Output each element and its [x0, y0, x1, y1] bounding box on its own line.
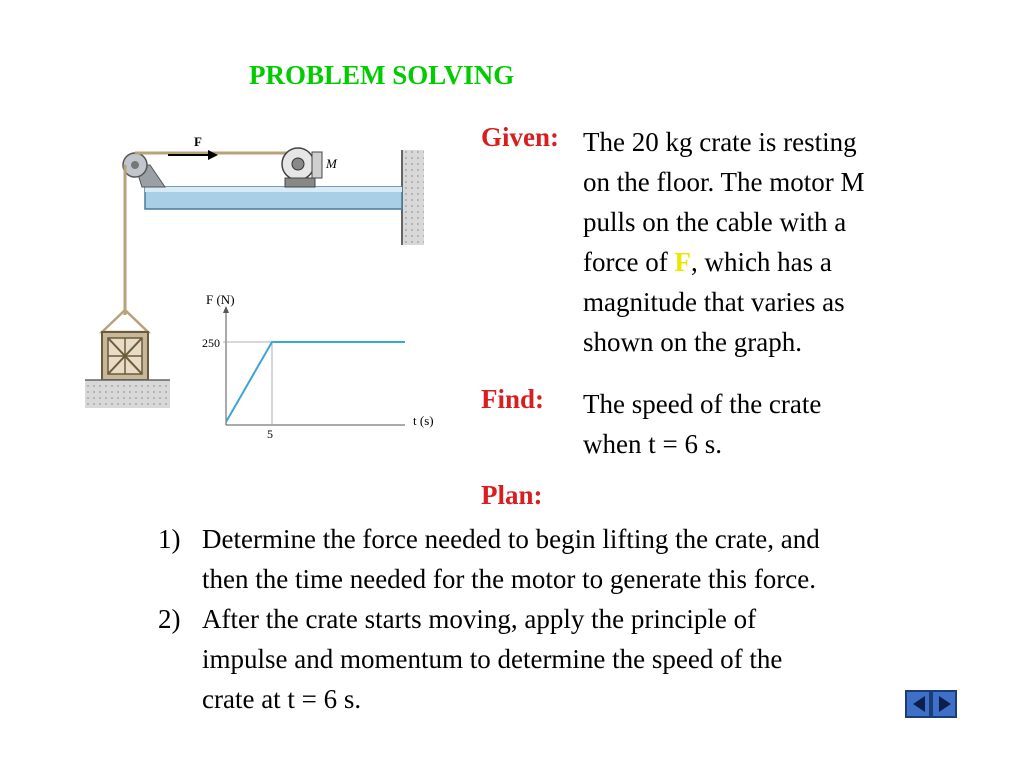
find-text [583, 384, 983, 464]
given-line-5: magnitude that varies as [583, 287, 845, 317]
floor [85, 380, 170, 408]
previous-slide-button[interactable] [905, 690, 931, 718]
plan-item-line: then the time needed for the motor to generate this force. [202, 564, 817, 594]
plan-label: Plan: [481, 480, 543, 510]
graph-y-tick: 250 [202, 336, 220, 350]
plan-item-number: 1) [158, 524, 181, 554]
triangle-right-icon [933, 692, 957, 716]
given-line-2: on the floor. The motor M [583, 167, 865, 197]
force-curve [226, 342, 405, 422]
triangle-left-icon [907, 692, 931, 716]
plan-item-line: After the crate starts moving, apply the principle of [202, 604, 757, 634]
given-line-4 [583, 242, 983, 282]
given-line-4-before: force of [583, 247, 675, 277]
slide-title: PROBLEM SOLVING [249, 60, 515, 90]
given-label: Given: [481, 122, 559, 152]
find-label: Find: [481, 384, 545, 414]
next-slide-button[interactable] [931, 690, 957, 718]
plan-list [158, 519, 978, 719]
motor [282, 148, 322, 187]
force-symbol: F [674, 247, 691, 277]
graph-y-label: F (N) [206, 292, 235, 307]
crate [102, 332, 148, 380]
given-line-3: pulls on the cable with a [583, 207, 847, 237]
plan-item [158, 519, 978, 599]
find-line-1: The speed of the crate [583, 389, 822, 419]
plan-item-line: crate at t = 6 s. [202, 684, 362, 714]
plan-item-number: 2) [158, 604, 181, 634]
plan-item-line: Determine the force needed to begin lifting the crate, and [202, 524, 820, 554]
force-time-graph [202, 292, 434, 441]
plan-item [158, 599, 978, 719]
wall [402, 150, 424, 245]
force-label: F [194, 134, 202, 149]
graph-x-label: t (s) [413, 413, 434, 428]
plan-item-line: impulse and momentum to determine the speed of the [202, 644, 783, 674]
motor-label: M [326, 156, 337, 171]
given-line-1: The 20 kg crate is resting [583, 127, 857, 157]
given-line-6: shown on the graph. [583, 327, 802, 357]
graph-x-tick: 5 [267, 427, 273, 441]
find-line-2: when t = 6 s. [583, 429, 722, 459]
crate-motor-figure [80, 120, 460, 450]
slide-navigation [905, 690, 957, 718]
given-line-4-after: , which has a [690, 247, 832, 277]
given-text [583, 122, 983, 362]
